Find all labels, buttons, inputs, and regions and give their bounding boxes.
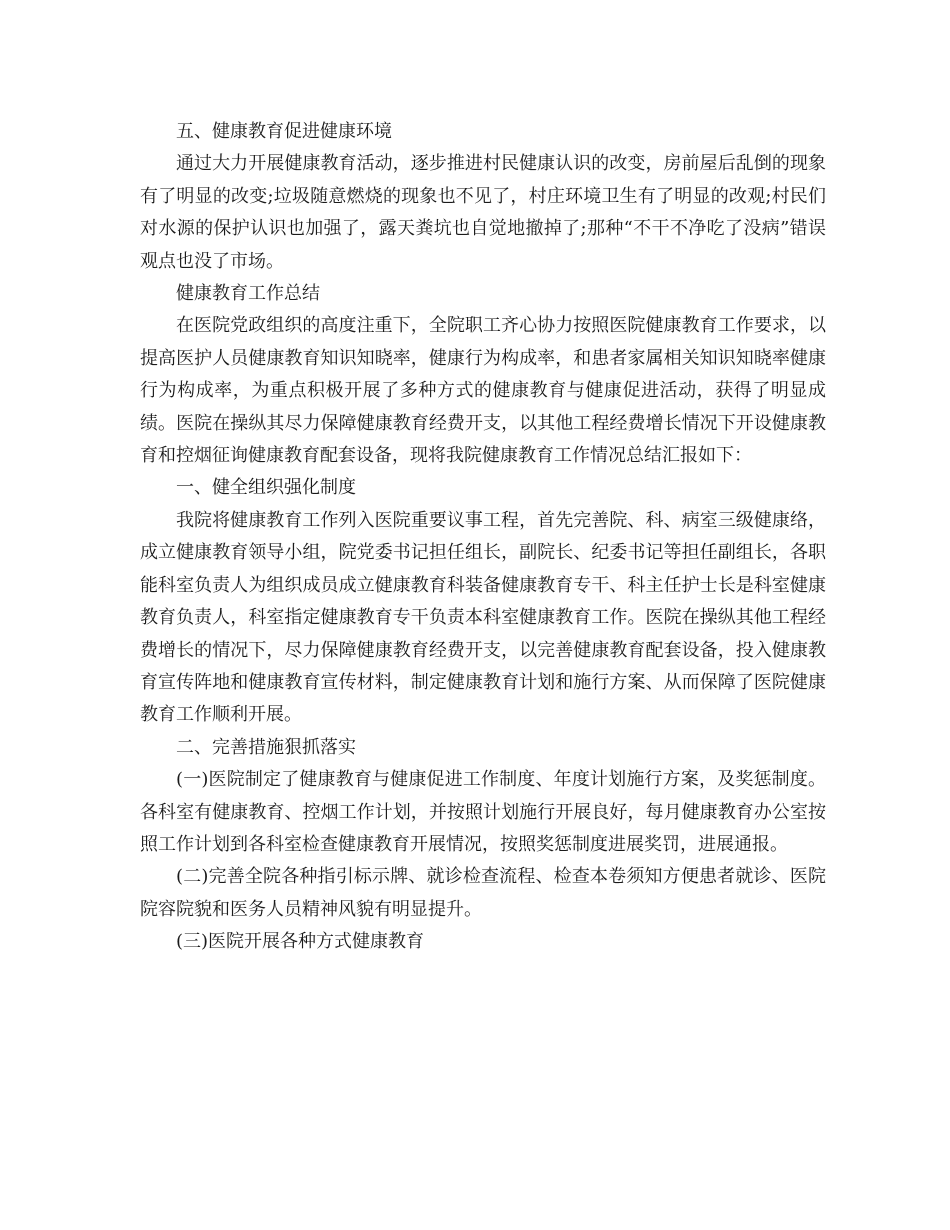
section-5-paragraph: 通过大力开展健康教育活动，逐步推进村民健康认识的改变，房前屋后乱倒的现象有了明显的改变;垃圾随意燃烧的现象也不见了，村庄环境卫生有了明显的改观;村民们对水源的保护认识也加强了，露天粪坑也自觉地撤掉了;那种“不干不净吃了没病”错误观点也没了市场。 xyxy=(140,153,826,272)
section-5-heading: 五、健康教育促进健康环境 xyxy=(176,121,392,142)
section-2-item-1: (一)医院制定了健康教育与健康促进工作制度、年度计划施行方案，及奖惩制度。各科室有健康教育、控烟工作计划，并按照计划施行开展良好，每月健康教育办公室按照工作计划到各科室检查健康教育开展情况，按照奖惩制度进展奖罚，进展通报。 xyxy=(140,769,826,855)
section-1-heading: 一、健全组织强化制度 xyxy=(176,477,356,499)
section-2-item-2: (二)完善全院各种指引标示牌、就诊检查流程、检查本卷须知方便患者就诊、医院院容院貌和医务人员精神风貌有明显提升。 xyxy=(140,866,826,920)
summary-intro-paragraph: 在医院党政组织的高度注重下，全院职工齐心协力按照医院健康教育工作要求，以提高医护人员健康教育知识知晓率，健康行为构成率，和患者家属相关知识知晓率健康行为构成率，为重点积极开展了多种方式的健康教育与健康促进活动，获得了明显成绩。医院在操纵其尽力保障健康教育经费开支，以其他工程经费增长情况下开设健康教育和控烟征询健康教育配套设备，现将我院健康教育工作情况总结汇报如下： xyxy=(140,315,826,467)
section-2-heading: 二、完善措施狠抓落实 xyxy=(176,736,356,758)
summary-title: 健康教育工作总结 xyxy=(176,283,320,305)
document-body xyxy=(140,116,826,959)
section-1-paragraph: 我院将健康教育工作列入医院重要议事工程，首先完善院、科、病室三级健康络，成立健康教育领导小组，院党委书记担任组长，副院长、纪委书记等担任副组长，各职能科室负责人为组织成员成立健康教育科装备健康教育专干、科主任护士长是科室健康教育负责人，科室指定健康教育专干负责本科室健康教育工作。医院在操纵其他工程经费增长的情况下，尽力保障健康教育经费开支，以完善健康教育配套设备，投入健康教育宣传阵地和健康教育宣传材料，制定健康教育计划和施行方案、从而保障了医院健康教育工作顺利开展。 xyxy=(140,509,826,726)
section-2-item-3: (三)医院开展各种方式健康教育 xyxy=(176,931,425,953)
